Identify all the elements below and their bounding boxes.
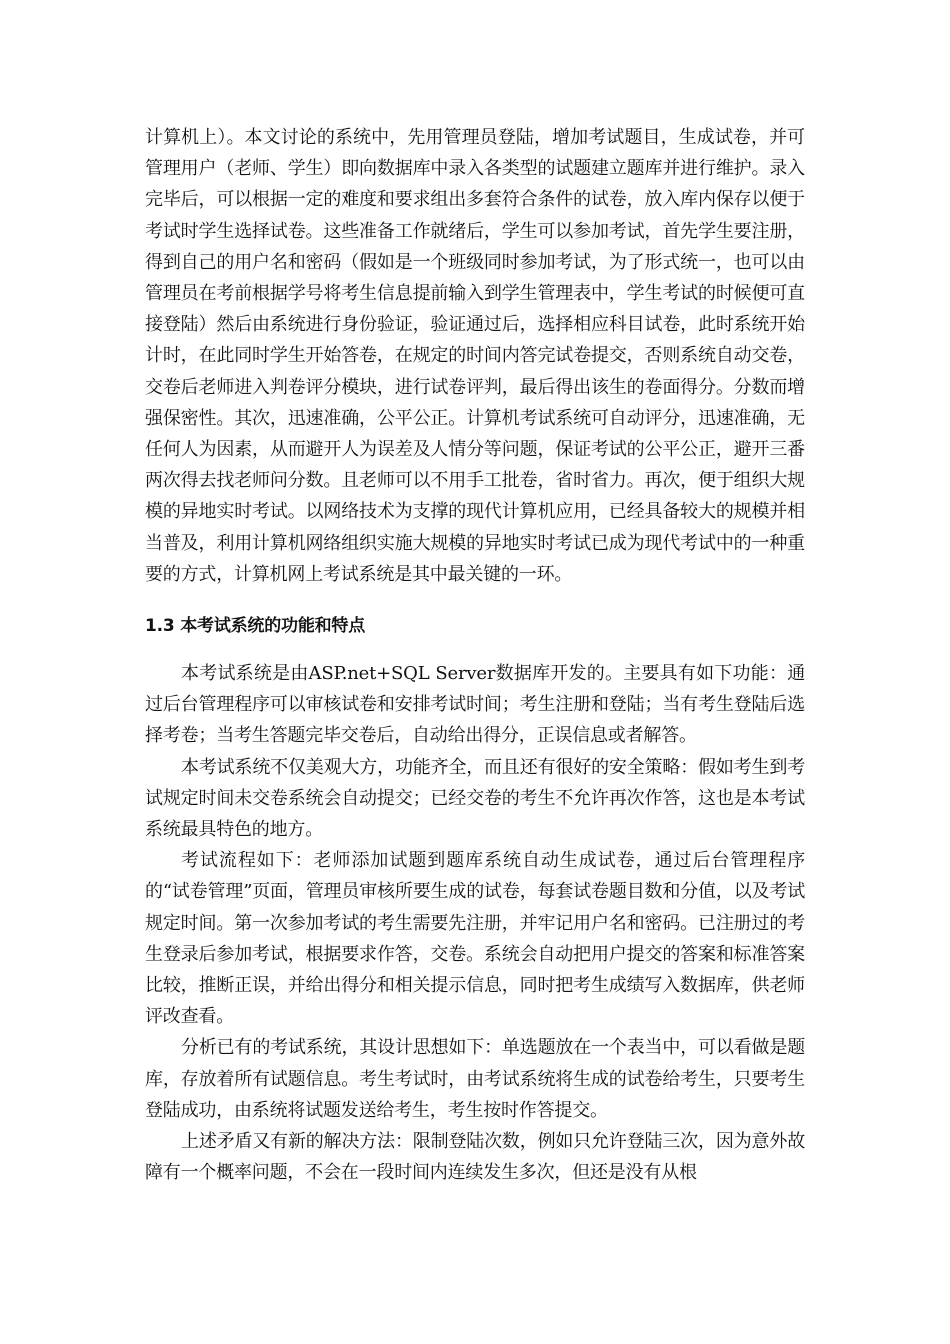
paragraph-exam-flow: 考试流程如下：老师添加试题到题库系统自动生成试卷，通过后台管理程序的“试卷管理”页面，管理员审核所要生成的试卷，每套试卷题目数和分值，以及考试规定时间。第一次参加考试的考生需要先注册，并牢记用户名和密码。已注册过的考生登录后参加考试，根据要求作答，交卷。系统会自动把用户提交的答案和标准答案比较，推断正误，并给出得分和相关提示信息，同时把考生成绩写入数据库，供老师评改查看。 (145, 850, 805, 1028)
paragraph-solution: 上述矛盾又有新的解决方法：限制登陆次数，例如只允许登陆三次，因为意外故障有一个概率问题，不会在一段时间内连续发生多次，但还是没有从根 (145, 1131, 805, 1184)
document-page (145, 122, 805, 1189)
paragraph-analysis: 分析已有的考试系统，其设计思想如下：单选题放在一个表当中，可以看做是题库，存放着所有试题信息。考生考试时，由考试系统将生成的试卷给考生，只要考生登陆成功，由系统将试题发送给考生，考生按时作答提交。 (145, 1037, 805, 1121)
paragraph-security: 本考试系统不仅美观大方，功能齐全，而且还有很好的安全策略：假如考生到考试规定时间未交卷系统会自动提交；已经交卷的考生不允许再次作答，这也是本考试系统最具特色的地方。 (145, 756, 805, 841)
intro-paragraph: 计算机上）。本文讨论的系统中，先用管理员登陆，增加考试题目，生成试卷，并可管理用户（老师、学生）即向数据库中录入各类型的试题建立题库并进行维护。录入完毕后，可以根据一定的难度和要求组出多套符合条件的试卷，放入库内保存以便于考试时学生选择试卷。这些准备工作就绪后，学生可以参加考试，首先学生要注册，得到自己的用户名和密码（假如是一个班级同时参加考试，为了形式统一，也可以由管理员在考前根据学号将考生信息提前输入到学生管理表中，学生考试的时候便可直接登陆）然后由系统进行身份验证，验证通过后，选择相应科目试卷，此时系统开始计时，在此同时学生开始答卷，在规定的时间内答完试卷提交，否则系统自动交卷，交卷后老师进入判卷评分模块，进行试卷评判，最后得出该生的卷面得分。分数而增强保密性。其次，迅速准确，公平公正。计算机考试系统可自动评分，迅速准确，无任何人为因素，从而避开人为误差及人情分等问题，保证考试的公平公正，避开三番两次得去找老师问分数。且老师可以不用手工批卷，省时省力。再次，便于组织大规模的异地实时考试。以网络技术为支撑的现代计算机应用，已经具备较大的规模并相当普及，利用计算机网络组织实施大规模的异地实时考试已成为现代考试中的一种重要的方式，计算机网上考试系统是其中最关键的一环。 (145, 127, 805, 585)
section-heading: 1.3 本考试系统的功能和特点 (145, 616, 366, 637)
paragraph-functions: 本考试系统是由ASP.net+SQL Server数据库开发的。主要具有如下功能：通过后台管理程序可以审核试卷和安排考试时间；考生注册和登陆；当有考生登陆后选择考卷；当考生答题完毕交卷后，自动给出得分，正误信息或者解答。 (145, 663, 805, 747)
